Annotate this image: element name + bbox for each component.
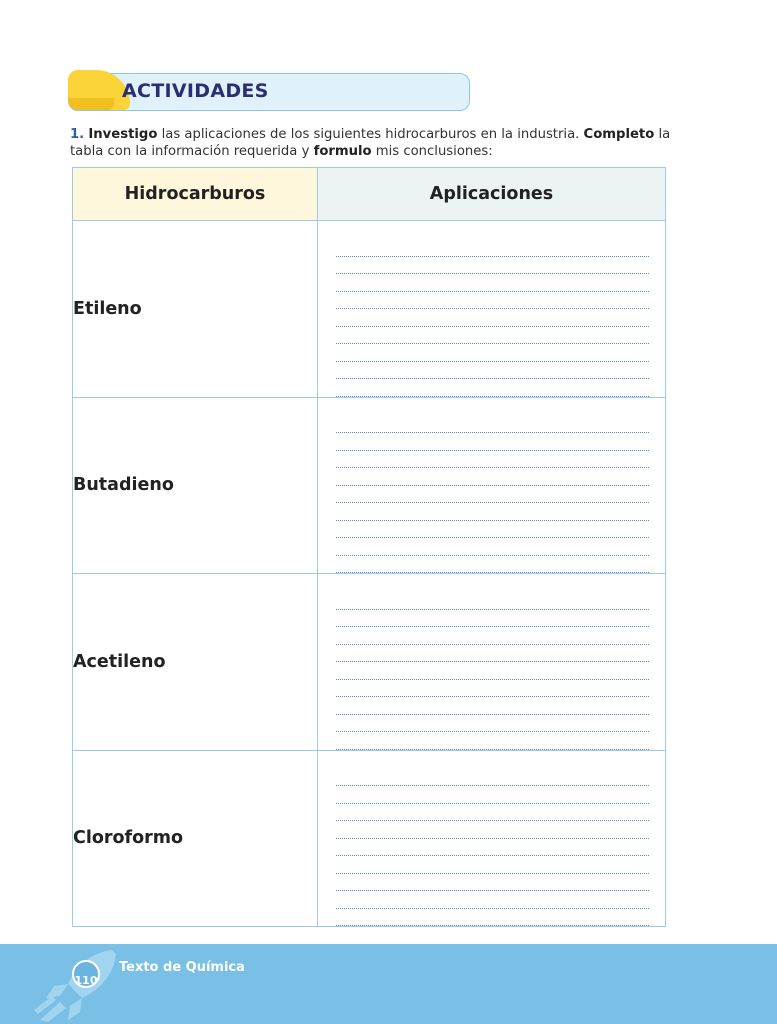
header-hidrocarburos: Hidrocarburos xyxy=(73,168,318,221)
hydrocarbon-table xyxy=(72,167,666,927)
header-aplicaciones: Aplicaciones xyxy=(318,168,666,221)
header-tab-shade xyxy=(68,98,114,110)
instruction-segment: las aplicaciones de los siguientes hidrocarburos en la industria. xyxy=(157,127,584,142)
answer-lines[interactable] xyxy=(318,221,666,398)
answer-lines[interactable] xyxy=(318,574,666,751)
section-title: ACTIVIDADES xyxy=(122,80,269,102)
table-row xyxy=(73,574,666,751)
table-row xyxy=(73,397,666,574)
footer-book-title: Texto de Química xyxy=(119,960,245,975)
table-row xyxy=(73,750,666,927)
activities-header xyxy=(68,70,472,114)
instruction-number: 1. xyxy=(70,127,85,142)
answer-lines[interactable] xyxy=(318,750,666,927)
answer-lines[interactable] xyxy=(318,397,666,574)
row-name-butadieno: Butadieno xyxy=(73,397,318,574)
table-header-row xyxy=(73,168,666,221)
instruction-verb-1: Investigo xyxy=(88,127,158,142)
instruction-verb-2: Completo xyxy=(583,127,655,142)
instruction-segment: la tabla con la información requerida y xyxy=(70,127,671,159)
table-row xyxy=(73,221,666,398)
footer-band xyxy=(0,944,777,1024)
page-number: 110 xyxy=(74,974,98,987)
row-name-etileno: Etileno xyxy=(73,221,318,398)
instruction-text xyxy=(70,126,680,160)
row-name-acetileno: Acetileno xyxy=(73,574,318,751)
instruction-segment: mis conclusiones: xyxy=(371,144,493,159)
row-name-cloroformo: Cloroformo xyxy=(73,750,318,927)
instruction-verb-3: formulo xyxy=(313,144,372,159)
